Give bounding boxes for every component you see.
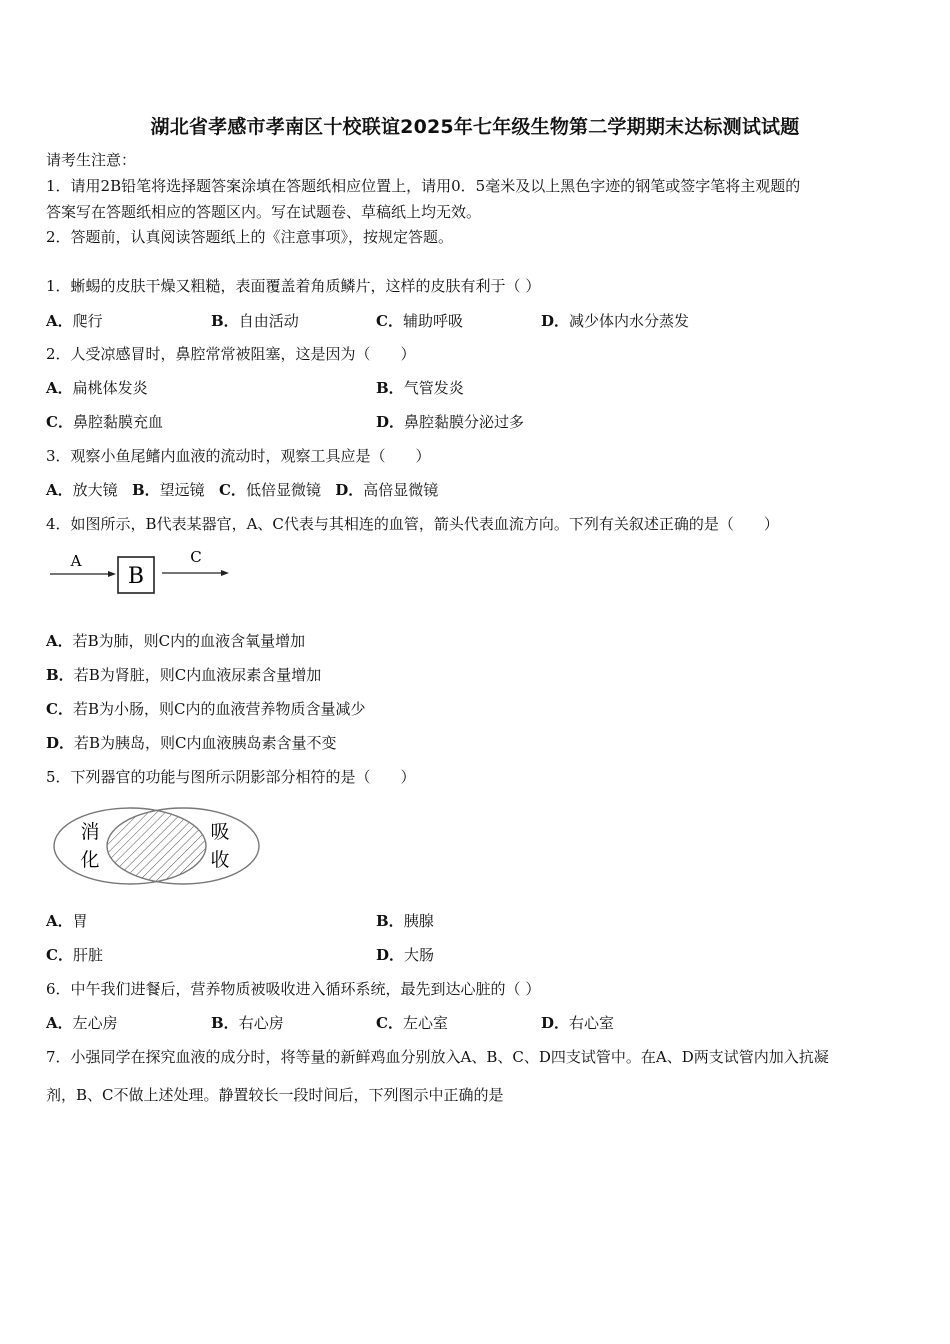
digestion-char-2: 化 bbox=[80, 849, 100, 871]
q6-option-d bbox=[541, 1013, 614, 1033]
option-label: D． bbox=[376, 413, 405, 431]
q6-option-a bbox=[46, 1013, 118, 1033]
arrow-in-head bbox=[108, 571, 116, 577]
option-label: D． bbox=[376, 946, 405, 964]
option-label: D． bbox=[335, 481, 364, 499]
q5-option-a bbox=[46, 911, 88, 931]
option-text: 大肠 bbox=[404, 946, 435, 964]
absorption-char-2: 收 bbox=[210, 849, 230, 871]
question-4-stem: 4．如图所示，B代表某器官，A、C代表与其相连的血管，箭头代表血流方向。下列有关叙述正确的是（ ） bbox=[46, 515, 779, 533]
option-label: C． bbox=[46, 946, 73, 964]
option-text: 辅助呼吸 bbox=[402, 312, 463, 330]
question-6-stem: 6．中午我们进餐后，营养物质被吸收进入循环系统，最先到达心脏的（ ） bbox=[46, 980, 541, 998]
option-text: 放大镜 bbox=[72, 481, 118, 499]
option-text: 若B为胰岛，则C内血液胰岛素含量不变 bbox=[74, 734, 337, 752]
digestion-char-1: 消 bbox=[80, 821, 100, 843]
notice-line-3: 2．答题前，认真阅读答题纸上的《注意事项》，按规定答题。 bbox=[46, 228, 454, 246]
option-text: 左心房 bbox=[72, 1014, 118, 1032]
vessel-a-label: A bbox=[70, 552, 82, 570]
option-label: B． bbox=[211, 1014, 239, 1032]
option-text: 鼻腔黏膜充血 bbox=[72, 413, 163, 431]
option-label: C． bbox=[46, 700, 73, 718]
option-text: 右心房 bbox=[238, 1014, 284, 1032]
option-label: D． bbox=[46, 734, 75, 752]
q4-option-a bbox=[46, 631, 305, 651]
option-text: 若B为肺，则C内的血液含氧量增加 bbox=[72, 632, 306, 650]
option-label: C． bbox=[46, 413, 73, 431]
q6-option-b bbox=[211, 1013, 284, 1033]
option-text: 自由活动 bbox=[238, 312, 299, 330]
option-label: B． bbox=[131, 481, 160, 499]
option-text: 爬行 bbox=[72, 312, 103, 330]
q3-options-row bbox=[46, 480, 438, 500]
option-text: 鼻腔黏膜分泌过多 bbox=[404, 413, 525, 431]
absorption-char-1: 吸 bbox=[210, 821, 230, 843]
option-text: 减少体内水分蒸发 bbox=[569, 312, 690, 330]
q1-option-b bbox=[211, 311, 299, 331]
option-text: 若B为肾脏，则C内血液尿素含量增加 bbox=[73, 666, 322, 684]
q4-option-c bbox=[46, 699, 365, 719]
option-text: 扁桃体发炎 bbox=[72, 379, 148, 397]
q4-option-d bbox=[46, 733, 337, 753]
question-3-stem: 3．观察小鱼尾鳍内血液的流动时，观察工具应是（ ） bbox=[46, 447, 431, 465]
q2-option-c bbox=[46, 412, 163, 432]
option-label: B． bbox=[211, 312, 239, 330]
option-text: 胰腺 bbox=[403, 912, 434, 930]
option-label: C． bbox=[376, 1014, 403, 1032]
option-text: 望远镜 bbox=[159, 481, 205, 499]
notice-line-2: 答案写在答题纸相应的答题区内。写在试题卷、草稿纸上均无效。 bbox=[46, 203, 482, 221]
venn-diagram bbox=[48, 802, 264, 892]
option-label: D． bbox=[541, 312, 570, 330]
notice-heading: 请考生注意： bbox=[46, 151, 137, 169]
option-label: B． bbox=[46, 666, 74, 684]
q5-option-c bbox=[46, 945, 103, 965]
option-label: B． bbox=[376, 379, 404, 397]
q2-option-a bbox=[46, 378, 148, 398]
option-text: 若B为小肠，则C内的血液营养物质含量减少 bbox=[72, 700, 366, 718]
blood-flow-diagram bbox=[46, 544, 246, 600]
q6-option-c bbox=[376, 1013, 448, 1033]
option-label: C． bbox=[218, 481, 246, 499]
option-text: 肝脏 bbox=[72, 946, 103, 964]
option-label: A． bbox=[46, 312, 73, 330]
option-text: 气管发炎 bbox=[403, 379, 464, 397]
option-label: A． bbox=[46, 912, 73, 930]
option-label: A． bbox=[46, 1014, 73, 1032]
q4-option-b bbox=[46, 665, 321, 685]
option-text: 左心室 bbox=[402, 1014, 448, 1032]
q2-option-b bbox=[376, 378, 464, 398]
option-text: 低倍显微镜 bbox=[245, 481, 321, 499]
option-label: D． bbox=[541, 1014, 570, 1032]
question-2-stem: 2．人受凉感冒时，鼻腔常常被阻塞，这是因为（ ） bbox=[46, 345, 416, 363]
q5-option-b bbox=[376, 911, 434, 931]
option-label: B． bbox=[376, 912, 404, 930]
notice-line-1: 1．请用2B铅笔将选择题答案涂填在答题纸相应位置上，请用0．5毫米及以上黑色字迹的钢笔或签字笔将主观题的 bbox=[46, 177, 801, 195]
option-label: A． bbox=[46, 481, 73, 499]
option-text: 高倍显微镜 bbox=[363, 481, 439, 499]
q1-option-c bbox=[376, 311, 463, 331]
question-7-line-2: 剂，B、C不做上述处理。静置较长一段时间后，下列图示中正确的是 bbox=[46, 1086, 504, 1104]
option-label: A． bbox=[46, 632, 73, 650]
option-label: C． bbox=[376, 312, 403, 330]
option-text: 右心室 bbox=[569, 1014, 615, 1032]
option-label: A． bbox=[46, 379, 73, 397]
question-1-stem: 1．蜥蜴的皮肤干燥又粗糙，表面覆盖着角质鳞片，这样的皮肤有利于（ ） bbox=[46, 277, 541, 295]
organ-b-label: B bbox=[127, 564, 145, 589]
q1-option-a bbox=[46, 311, 103, 331]
vessel-c-label: C bbox=[190, 548, 202, 566]
question-5-stem: 5．下列器官的功能与图所示阴影部分相符的是（ ） bbox=[46, 768, 416, 786]
question-7-line-1: 7．小强同学在探究血液的成分时，将等量的新鲜鸡血分别放入A、B、C、D四支试管中。在A、D两支试管内加入抗凝 bbox=[46, 1048, 829, 1066]
page-title: 湖北省孝感市孝南区十校联谊2025年七年级生物第二学期期末达标测试试题 bbox=[150, 116, 800, 138]
arrow-out-head bbox=[221, 570, 229, 576]
option-text: 胃 bbox=[72, 912, 88, 930]
q1-option-d bbox=[541, 311, 689, 331]
q2-option-d bbox=[376, 412, 524, 432]
q5-option-d bbox=[376, 945, 434, 965]
